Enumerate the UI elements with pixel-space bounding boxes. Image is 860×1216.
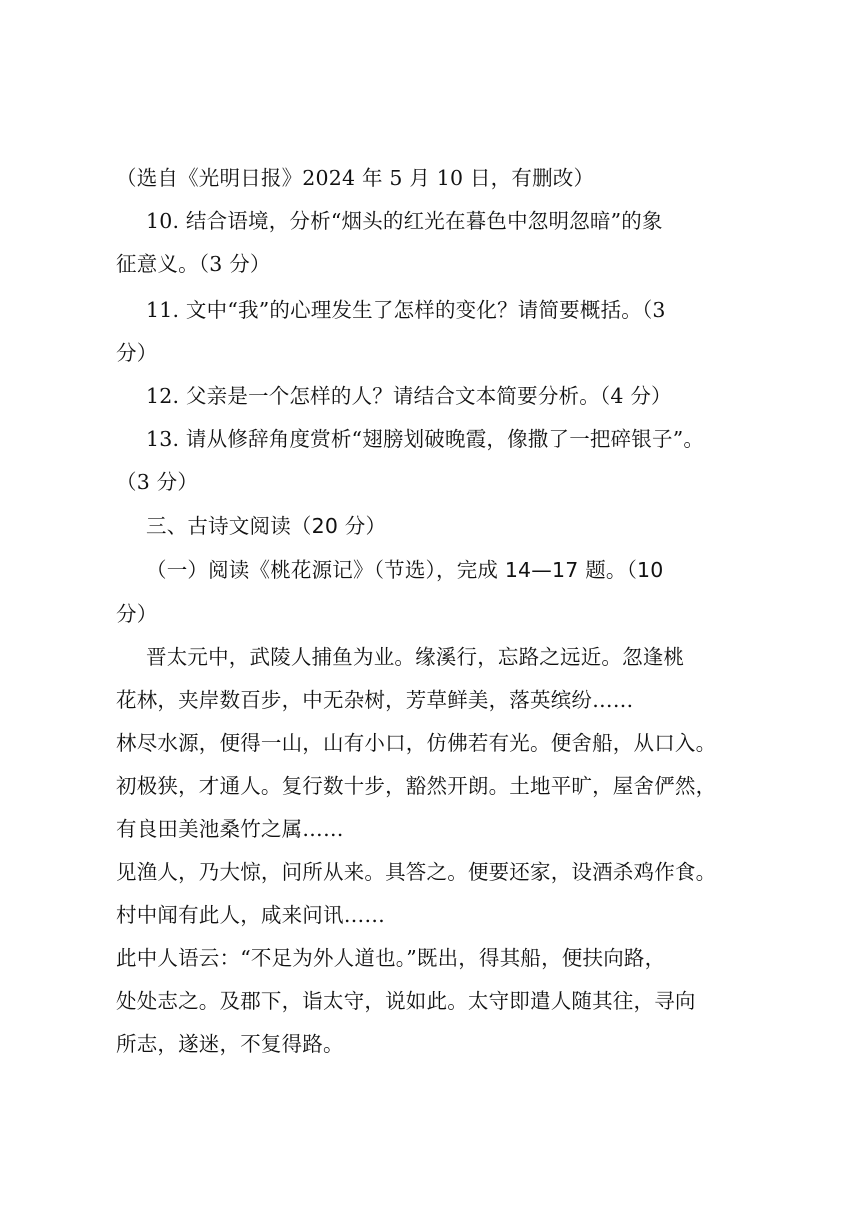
- question-13-continued: （3 分）: [116, 470, 199, 494]
- question-13: 13. 请从修辞角度赏析“翅膀划破晚霞，像撒了一把碎银子”。: [146, 427, 705, 451]
- passage-line: 见渔人，乃大惊，问所从来。具答之。便要还家，设酒杀鸡作食。: [116, 860, 717, 884]
- section-heading-classical-reading: 三、古诗文阅读（20 分）: [146, 514, 387, 538]
- question-11-continued: 分）: [116, 341, 158, 365]
- subsection-heading-taohuayuan: （一）阅读《桃花源记》（节选），完成 14—17 题。（10: [146, 558, 664, 582]
- question-10-continued: 征意义。（3 分）: [116, 252, 271, 276]
- passage-line: 处处志之。及郡下，诣太守，说如此。太守即遣人随其往，寻向: [116, 989, 696, 1013]
- source-citation: （选自《光明日报》2024 年 5 月 10 日，有删改）: [116, 166, 595, 190]
- question-12: 12. 父亲是一个怎样的人？请结合文本简要分析。（4 分）: [146, 384, 672, 408]
- passage-line: 初极狭，才通人。复行数十步，豁然开朗。土地平旷，屋舍俨然，: [116, 774, 717, 798]
- passage-line: 林尽水源，便得一山，山有小口，仿佛若有光。便舍船，从口入。: [116, 731, 717, 755]
- passage-line: 此中人语云：“不足为外人道也。”既出，得其船，便扶向路，: [116, 946, 666, 970]
- passage-line: 所志，遂迷，不复得路。: [116, 1032, 344, 1056]
- passage-line: 花林，夹岸数百步，中无杂树，芳草鲜美，落英缤纷……: [116, 688, 634, 712]
- passage-line: 晋太元中，武陵人捕鱼为业。缘溪行，忘路之远近。忽逢桃: [146, 645, 685, 669]
- question-11: 11. 文中“我”的心理发生了怎样的变化？请简要概括。（3: [146, 298, 666, 322]
- question-10: 10. 结合语境，分析“烟头的红光在暮色中忽明忽暗”的象: [146, 209, 663, 233]
- passage-line: 村中闻有此人，咸来问讯……: [116, 903, 386, 927]
- passage-line: 有良田美池桑竹之属……: [116, 817, 344, 841]
- subsection-heading-continued: 分）: [116, 602, 158, 626]
